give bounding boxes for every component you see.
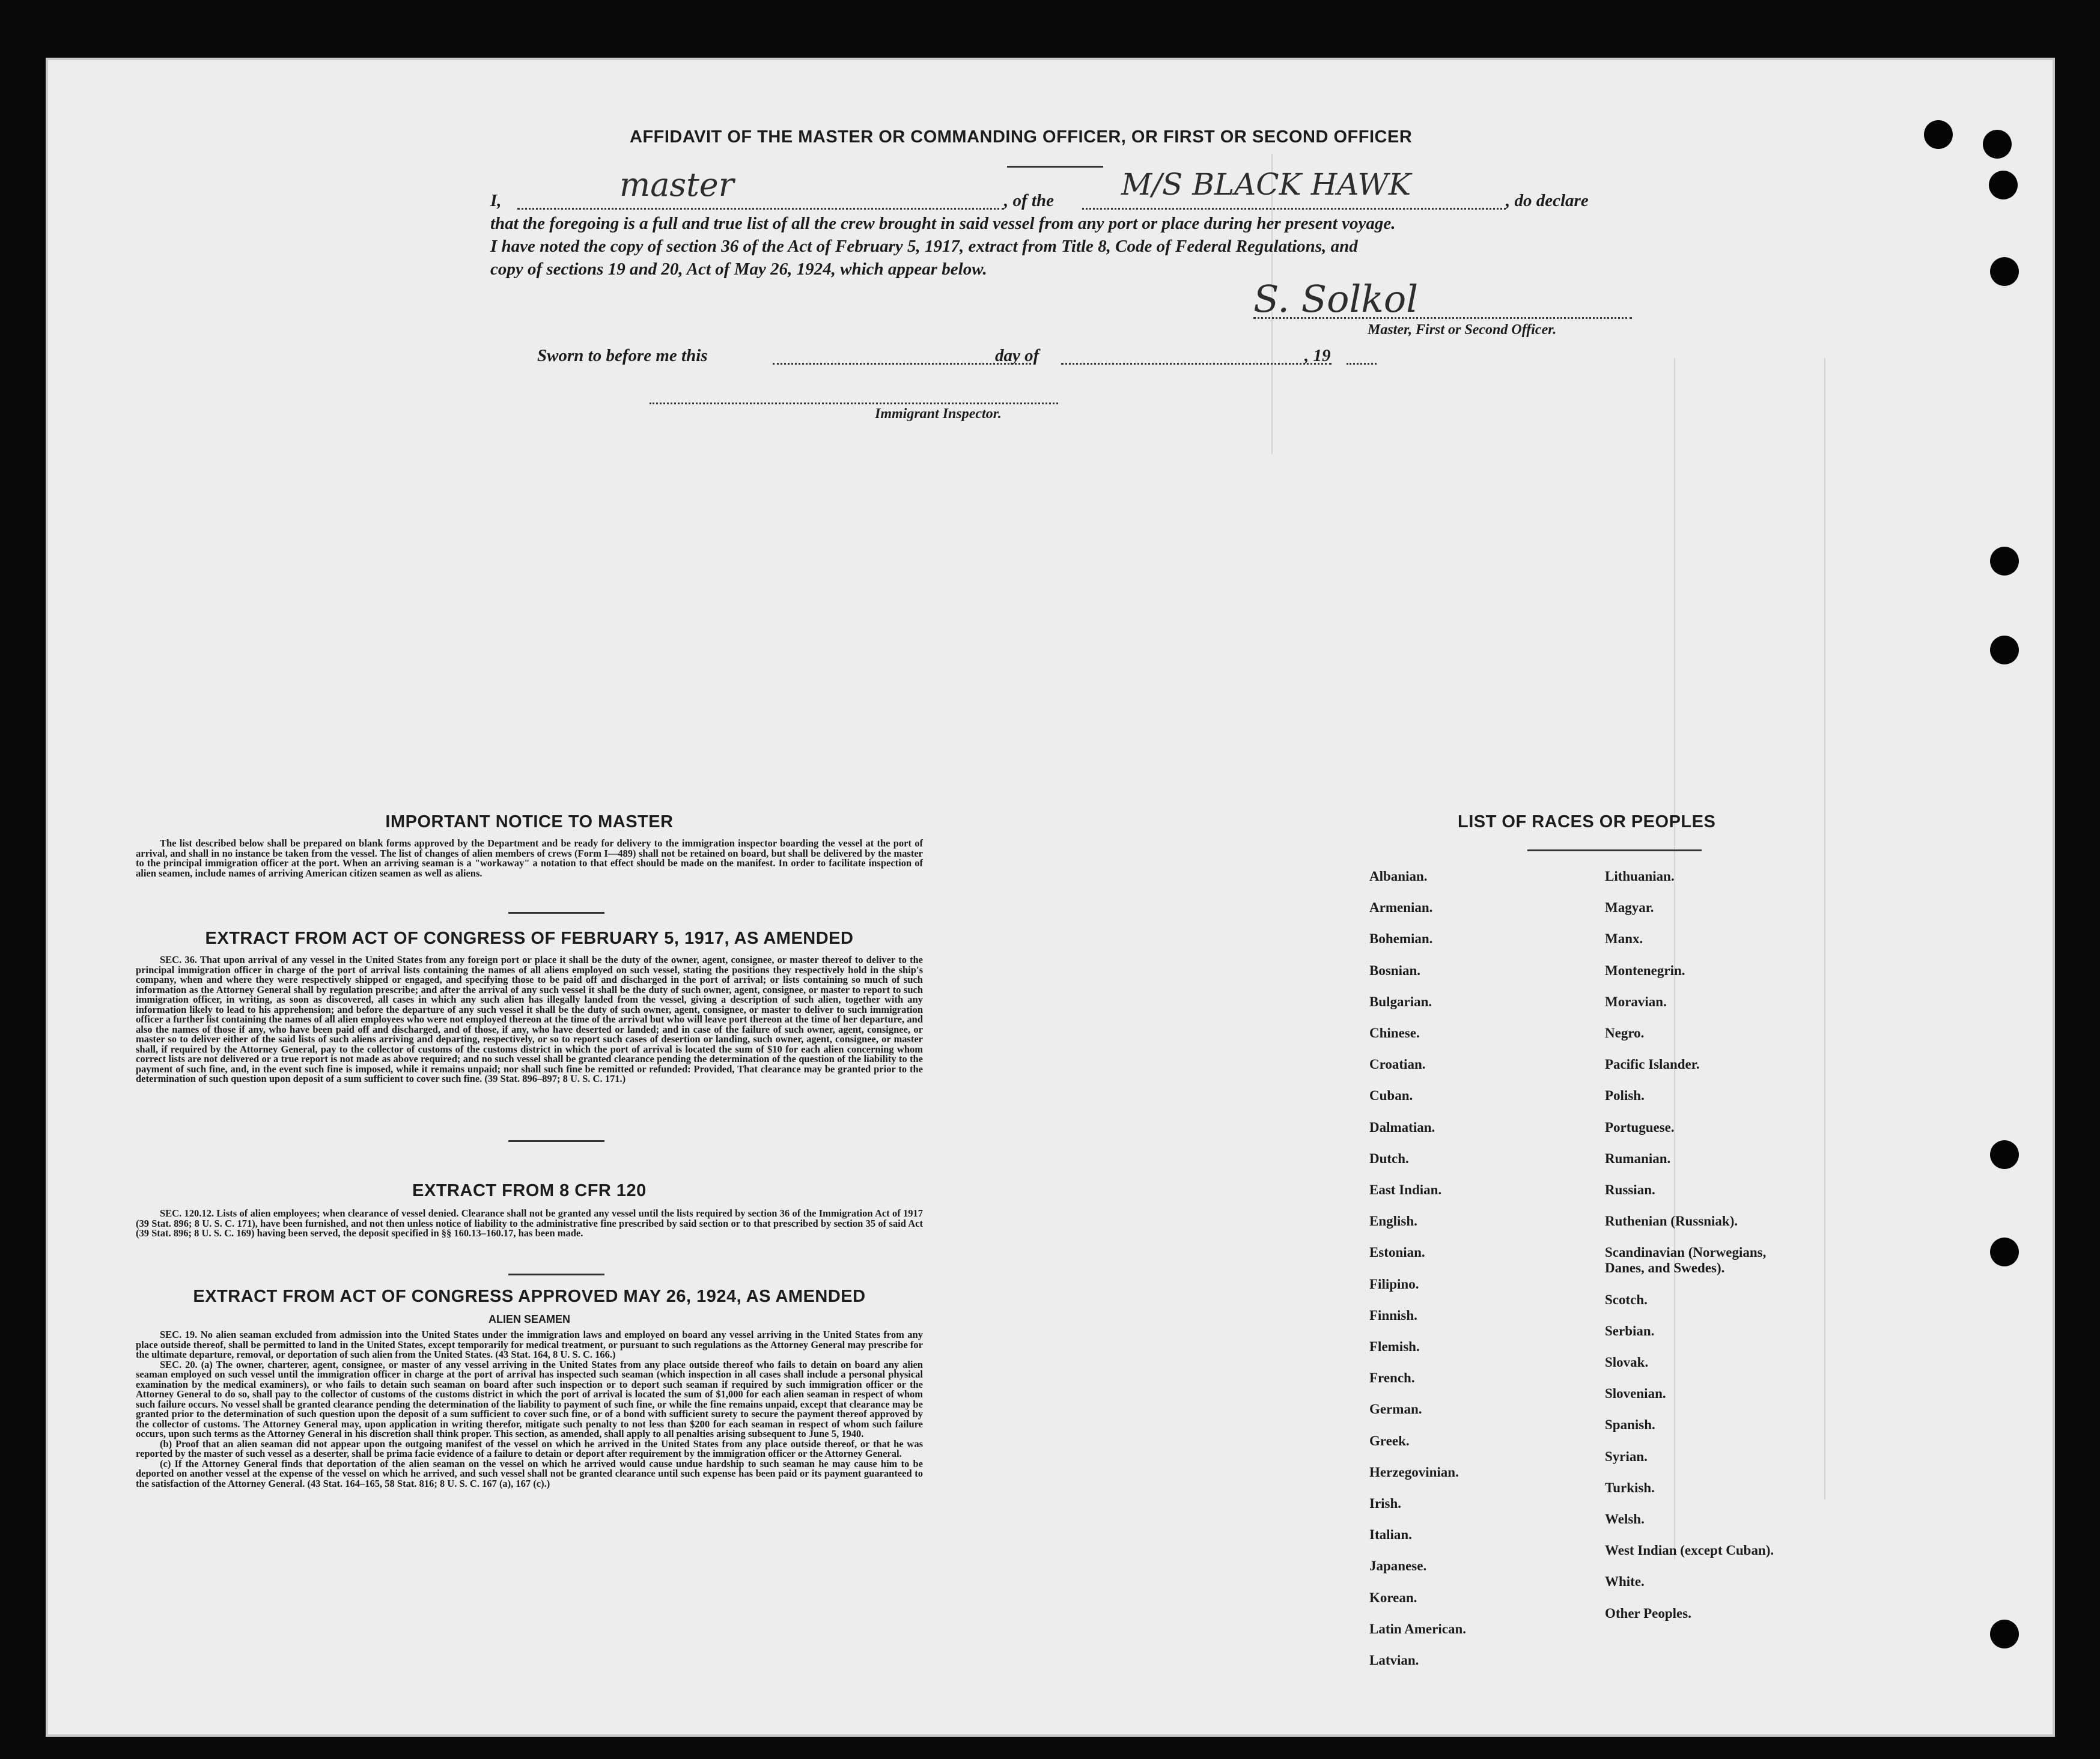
races-rule [1527, 849, 1702, 851]
notice-body [136, 839, 923, 878]
notice-title: IMPORTANT NOTICE TO MASTER [385, 812, 674, 831]
race-item: Polish. [1605, 1088, 1645, 1104]
race-item: Latvian. [1369, 1653, 1419, 1668]
binder-hole [1990, 547, 2019, 576]
affidavit-title: AFFIDAVIT OF THE MASTER OR COMMANDING OFFICER, OR FIRST OR SECOND OFFICER [630, 127, 1413, 147]
vessel-handwriting: M/S BLACK HAWK [1121, 167, 1411, 202]
race-item: West Indian (except Cuban). [1605, 1543, 1774, 1558]
race-item: Rumanian. [1605, 1150, 1671, 1166]
race-item: Portuguese. [1605, 1119, 1675, 1135]
extract-1917-title: EXTRACT FROM ACT OF CONGRESS OF FEBRUARY 5, 1917, AS AMENDED [205, 929, 854, 948]
bleed-line [1674, 358, 1675, 1560]
race-item: Slovak. [1605, 1355, 1649, 1370]
sworn-year: , 19 [1304, 346, 1331, 365]
affidavit-of: , of the [1004, 191, 1054, 210]
affidavit-line-2: that the foregoing is a full and true list of all the crew brought in said vessel from any port or place during her present voyage. [490, 214, 1396, 233]
races-title: LIST OF RACES OR PEOPLES [1458, 812, 1716, 831]
extract-1924-body [136, 1330, 923, 1489]
race-item: Scotch. [1605, 1292, 1648, 1307]
inspector-dotline [650, 403, 1058, 404]
binder-hole [1990, 1238, 2019, 1266]
race-item: Scandinavian (Norwegians, [1605, 1245, 1767, 1260]
race-item: Greek. [1369, 1433, 1410, 1448]
race-item: Lithuanian. [1605, 869, 1675, 884]
race-item: Estonian. [1369, 1245, 1425, 1260]
race-item: Dutch. [1369, 1150, 1409, 1166]
extract-1924-title: EXTRACT FROM ACT OF CONGRESS APPROVED MAY 26, 1924, AS AMENDED [193, 1287, 866, 1306]
race-item: Flemish. [1369, 1339, 1420, 1354]
notice-paragraph: The list described below shall be prepared on blank forms approved by the Department and be ready for delivery to the immigration inspector boarding the vessel at the port of arrival, and shall in no instance be taken from the vessel. The list of changes of alien members of crews (Form I—489) shall not be retained on board, but shall be delivered by the master to the principal immigration officer at the port. When an arriving seaman is a "workaway" a notation to that effect should be made on the manifest. In order to facilitate inspection of alien seamen, include names of arriving American citizen seamen as well as aliens. [136, 837, 923, 879]
race-item: Finnish. [1369, 1307, 1417, 1323]
race-item: Dalmatian. [1369, 1119, 1435, 1135]
race-item: Spanish. [1605, 1417, 1655, 1433]
binder-hole [1989, 171, 2018, 199]
race-item: Magyar. [1605, 900, 1654, 916]
binder-hole [1983, 130, 2012, 159]
binder-hole [1990, 636, 2019, 664]
race-item: Ruthenian (Russniak). [1605, 1214, 1738, 1229]
race-item: Bosnian. [1369, 962, 1421, 978]
extract-cfr-body [136, 1209, 923, 1239]
affidavit-declare: , do declare [1506, 191, 1589, 210]
sworn-day-of: day of [995, 346, 1039, 365]
race-item: Italian. [1369, 1527, 1412, 1543]
race-item: Bohemian. [1369, 931, 1433, 947]
vessel-dotline [1082, 208, 1506, 210]
binder-hole [1990, 1620, 2019, 1648]
race-item: Manx. [1605, 931, 1643, 947]
race-item: Turkish. [1605, 1480, 1655, 1495]
signature-handwriting: S. Solkol [1253, 277, 1419, 321]
race-item: Latin American. [1369, 1621, 1466, 1636]
affidavit-line-4: copy of sections 19 and 20, Act of May 26, 1924, which appear below. [490, 260, 987, 279]
race-item: Danes, and Swedes). [1605, 1260, 1725, 1276]
title-rule [1007, 166, 1103, 168]
race-item: Bulgarian. [1369, 994, 1432, 1009]
race-item: Filipino. [1369, 1276, 1419, 1292]
sworn-dotline-2 [1061, 363, 1332, 365]
race-item: Other Peoples. [1605, 1605, 1691, 1621]
sworn-dotline-1 [773, 363, 1031, 365]
sworn-dotline-3 [1347, 363, 1377, 365]
affidavit-i: I, [490, 191, 502, 210]
race-item: Cuban. [1369, 1088, 1413, 1104]
extract-cfr-title: EXTRACT FROM 8 CFR 120 [412, 1181, 647, 1200]
race-item: Armenian. [1369, 900, 1433, 916]
race-item: French. [1369, 1370, 1415, 1386]
sec-20c-paragraph: (c) If the Attorney General finds that deportation of the alien seaman on the vessel on which he arrived would cause undue hardship to such seaman he may cause him to be deported on another vessel at the expense of the vessel on which he arrived, and such vessel shall not be granted clearance until such expense has been paid or its payment guaranteed to the satisfaction of the Attorney General. (43 Stat. 164–165, 58 Stat. 816; 8 U. S. C. 167 (a), 167 (c).) [136, 1457, 923, 1489]
signature-dotline [1253, 317, 1632, 319]
binder-hole [1924, 120, 1953, 149]
binder-hole [1990, 257, 2019, 286]
race-item: Chinese. [1369, 1025, 1420, 1041]
race-item: Russian. [1605, 1182, 1655, 1197]
sec-20a-paragraph: SEC. 20. (a) The owner, charterer, agent, consignee, or master of any vessel arriving in the United States from any place outside thereof who fails to detain on board any alien seaman employed on such vessel until the immigration officer in charge at the port of arrival has inspected such seaman (which inspection in all cases shall include a personal physical examination by the medical examiners), or who fails to detain such seaman on board after such inspection or to deport such seaman if required by such immigration officer or the Attorney General to do so, shall pay to the collector of customs of the customs district in which the port of arrival is located the sum of $1,000 for each alien seaman in respect of whom such failure occurs. No vessel shall be granted clearance pending the determination of the liability to payment of such fine, or while the fine remains unpaid, except that clearance may be granted prior to the determination of such question upon the deposit of a sum sufficient to cover such fine, or of a bond with sufficient surety to secure the payment thereof approved by the collector of customs. The Attorney General may, upon application in writing therefor, mitigate such penalty to not less than $200 for each seaman in respect of whom such failure occurs, upon such terms as the Attorney General in his discretion shall think proper. This section, as amended, shall apply to all penalties arising subsequent to June 5, 1940. [136, 1358, 923, 1439]
race-item: Slovenian. [1605, 1386, 1666, 1402]
extract-1917-rule [508, 1140, 604, 1142]
sec-36-paragraph: SEC. 36. That upon arrival of any vessel in the United States from any foreign port or place it shall be the duty of the owner, agent, consignee, or master thereof to deliver to the principal immigration officer in charge of the port of arrival lists containing the names of all aliens employed on such vessel, stating the positions they respectively hold in the ship's company, when and where they were respectively shipped or engaged, and specifying those to be paid off and discharged in the port of arrival; or lists containing so much of such information as the Attorney General shall by regulation prescribe; and after the arrival of any such vessel it shall be the duty of such owner, agent, consignee, or master to report to such immigration officer, in writing, as soon as discovered, all cases in which any such alien has illegally landed from the vessel, giving a description of such alien, together with any information likely to lead to his apprehension; and before the departure of any such vessel it shall be the duty of such owner, agent, consignee, or master to deliver to such immigration officer a further list containing the names of all alien employees who were not employed thereon at the time of the arrival but who will leave port thereon at the time of her departure, and also the names of those if any, who have been paid off and discharged, and of those, if any, who have deserted or landed; and in case of the failure of such owner, agent, consignee, or master so to deliver either of the said lists of such aliens arriving and departing, respectively, or so to report such cases of desertion or landing, such owner, agent, consignee, or master shall, if required by the Attorney General, pay to the collector of customs of the customs district in which the port of arrival is located the sum of $10 for each alien concerning whom correct lists are not delivered or a true report is not made as above required; and no such vessel shall be granted clearance pending the determination of the question of the liability to the payment of such fine, and, in the event such fine is imposed, while it remains unpaid; nor shall such fine be remitted or refunded: Provided, That clearance may be granted prior to the determination of such question upon deposit of a sum sufficient to cover such fine. (39 Stat. 896–897; 8 U. S. C. 171.) [136, 954, 923, 1084]
race-item: Albanian. [1369, 869, 1428, 884]
race-item: White. [1605, 1574, 1645, 1590]
race-item: German. [1369, 1402, 1422, 1417]
race-item: Moravian. [1605, 994, 1667, 1009]
alien-seamen-subtitle: ALIEN SEAMEN [488, 1313, 570, 1325]
race-item: Herzegovinian. [1369, 1464, 1459, 1480]
inspector-label: Immigrant Inspector. [875, 406, 1002, 422]
race-item: Syrian. [1605, 1448, 1648, 1464]
race-item: East Indian. [1369, 1182, 1442, 1197]
race-item: Irish. [1369, 1496, 1402, 1511]
signature-label: Master, First or Second Officer. [1368, 322, 1557, 338]
name-dotline [517, 208, 1004, 210]
sec-120-paragraph: SEC. 120.12. Lists of alien employees; when clearance of vessel denied. Clearance shall not be granted any vessel until the lists required by section 36 of the Immigration Act of 1917 (39 Stat. 896; 8 U. S. C. 171), have been furnished, and not then unless notice of liability to the administrative fine prescribed by said section or to that prescribed by section 35 of said Act (39 Stat. 896; 8 U. S. C. 169) having been served, the deposit specified in §§ 160.13–160.17, has been made. [136, 1208, 923, 1239]
race-item: Japanese. [1369, 1558, 1427, 1574]
sec-19-paragraph: SEC. 19. No alien seaman excluded from admission into the United States under the immigration laws and employed on board any vessel arriving in the United States from any place outside thereof, shall be permitted to land in the United States, except temporarily for medical treatment, or pursuant to such regulations as the Attorney General may prescribe for the ultimate departure, removal, or deportation of such alien from the United States. (43 Stat. 164, 8 U. S. C. 166.) [136, 1329, 923, 1360]
extract-cfr-rule [508, 1274, 604, 1275]
race-item: English. [1369, 1214, 1417, 1229]
race-item: Pacific Islander. [1605, 1057, 1700, 1072]
form-page [46, 58, 2055, 1737]
bleed-line [1824, 358, 1825, 1499]
race-item: Montenegrin. [1605, 962, 1685, 978]
master-handwriting: master [619, 166, 734, 204]
race-item: Negro. [1605, 1025, 1645, 1041]
extract-1917-body [136, 955, 923, 1084]
race-item: Serbian. [1605, 1323, 1655, 1338]
race-item: Korean. [1369, 1590, 1417, 1605]
notice-rule [508, 912, 604, 914]
race-item: Croatian. [1369, 1057, 1426, 1072]
sec-20b-paragraph: (b) Proof that an alien seaman did not appear upon the outgoing manifest of the vessel on which he arrived in the United States from any place outside thereof, or that he was reported by the master of such vessel as a deserter, shall be prima facie evidence of a failure to detain or deport after requirement by the immigration officer or the Attorney General. [136, 1438, 923, 1459]
binder-hole [1990, 1140, 2019, 1169]
race-item: Welsh. [1605, 1511, 1645, 1527]
sworn-text: Sworn to before me this [537, 346, 708, 365]
affidavit-line-3: I have noted the copy of section 36 of the Act of February 5, 1917, extract from Title 8, Code of Federal Regulations, and [490, 237, 1358, 256]
